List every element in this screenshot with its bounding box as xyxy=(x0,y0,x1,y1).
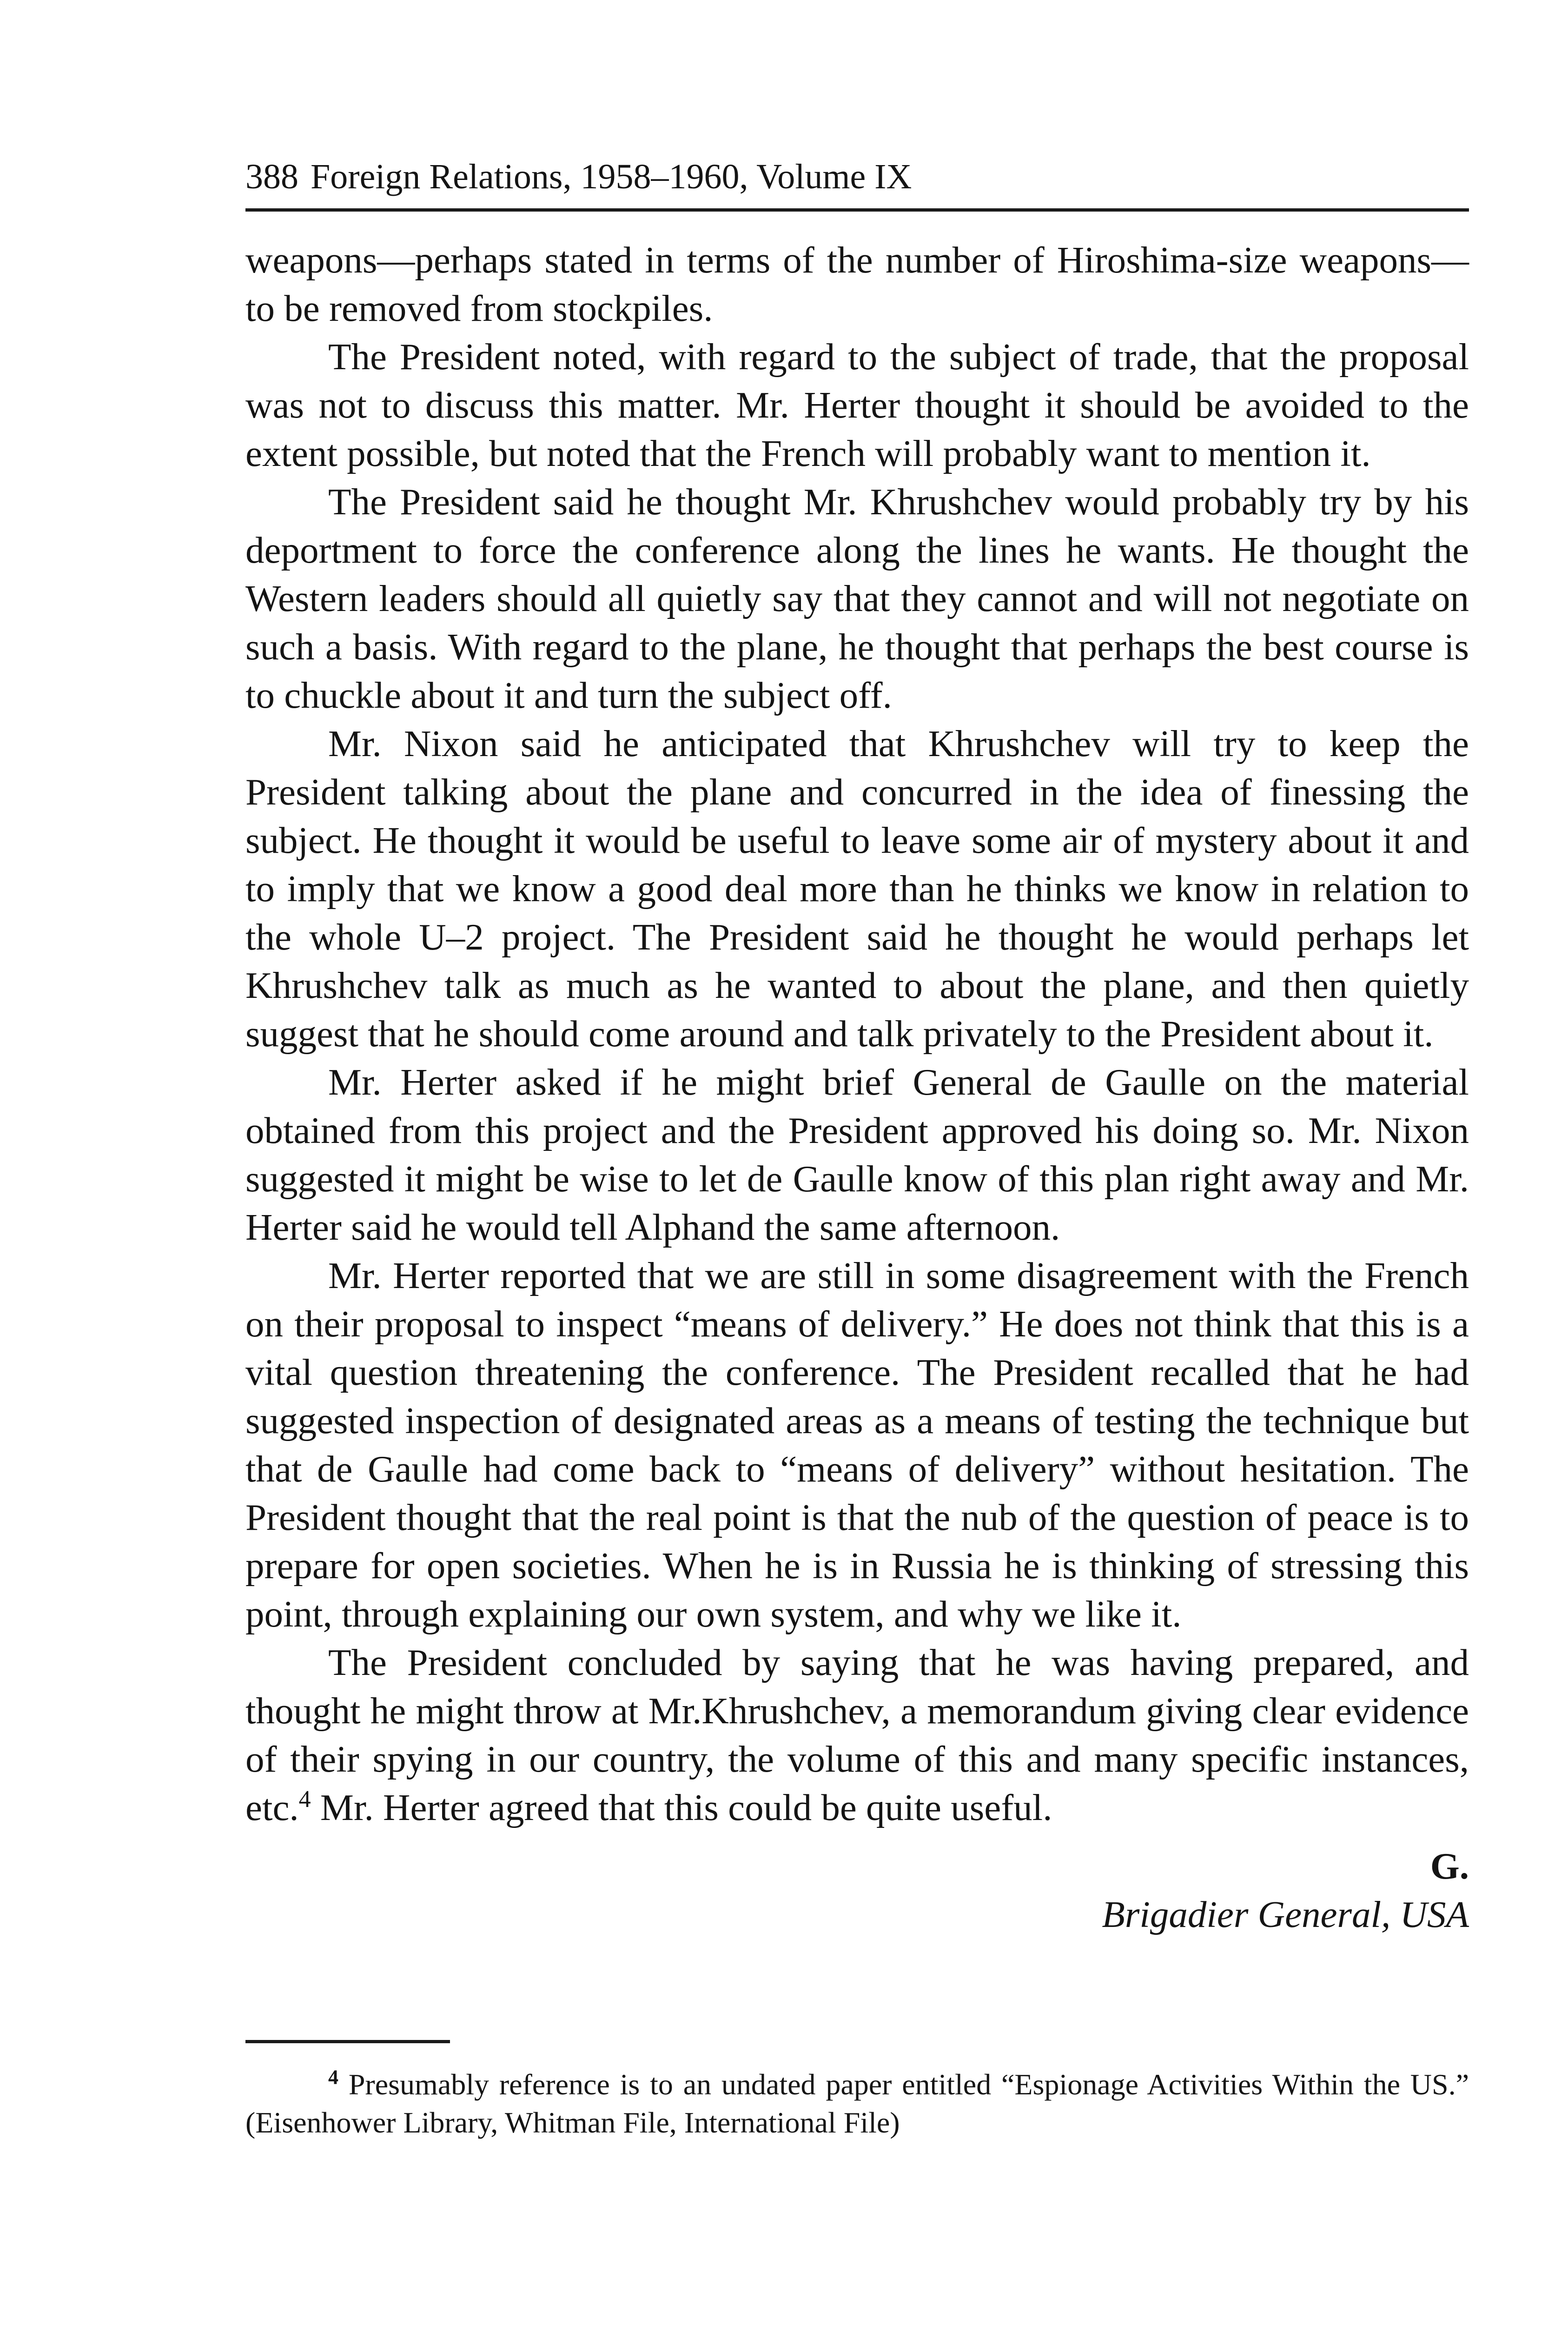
document-page xyxy=(245,153,1469,2142)
page-number: 388 xyxy=(245,157,298,196)
signature-title: Brigadier General, USA xyxy=(1102,1893,1469,1935)
paragraph-final-text-continued: Mr. Herter agreed that this could be quite useful. xyxy=(311,1787,1052,1828)
paragraph: Mr. Herter reported that we are still in some disagreement with the French on their proposal to inspect “means of delivery.” He does not think that this is a vital question threatening the conference. The President recalled that he had suggested inspection of designated areas as a means of testing the technique but that de Gaulle had come back to “means of delivery” without hesitation. The President thought that the real point is that the nub of the question of peace is to prepare for open societies. When he is in Russia he is thinking of stressing this point, through explaining our own system, and why we like it. xyxy=(245,1255,1469,1635)
paragraph-final xyxy=(245,1638,1469,1832)
footnote xyxy=(245,2066,1469,2142)
paragraph: Mr. Herter asked if he might brief General de Gaulle on the material obtained from this project and the President approved his doing so. Mr. Nixon suggested it might be wise to let de Gaulle know of this plan right away and Mr. Herter said he would tell Alphand the same afternoon. xyxy=(245,1061,1469,1248)
running-title: Foreign Relations, 1958–1960, Volume IX xyxy=(311,157,912,196)
footnote-divider xyxy=(245,2040,450,2043)
paragraph-continued: weapons—perhaps stated in terms of the number of Hiroshima-size weapons—to be removed from stockpiles. xyxy=(245,239,1469,329)
footnote-reference: 4 xyxy=(298,1786,311,1813)
paragraph-final-text: The President concluded by saying that he was having prepared, and thought he might throw at Mr.Khrushchev, a memorandum giving clear evidence of their spying in our country, the volume of this and many specific instances, etc. xyxy=(245,1641,1469,1828)
signature-initial: G. xyxy=(1430,1845,1469,1887)
paragraph: The President noted, with regard to the subject of trade, that the proposal was not to discuss this matter. Mr. Herter thought it should be avoided to the extent possible, but noted that the French will probably want to mention it. xyxy=(245,336,1469,474)
signature-block xyxy=(245,1842,1469,1939)
paragraph: The President said he thought Mr. Khrushchev would probably try by his deportment to force the conference along the lines he wants. He thought the Western leaders should all quietly say that they cannot and will not negotiate on such a basis. With regard to the plane, he thought that perhaps the best course is to chuckle about it and turn the subject off. xyxy=(245,481,1469,716)
footnote-number: 4 xyxy=(328,2066,338,2089)
body-text xyxy=(245,236,1469,1832)
running-head xyxy=(245,153,1469,212)
paragraph: Mr. Nixon said he anticipated that Khrushchev will try to keep the President talking about the plane and concurred in the idea of finessing the subject. He thought it would be useful to leave some air of mystery about it and to imply that we know a good deal more than he thinks we know in relation to the whole U–2 project. The President said he thought he would perhaps let Khrushchev talk as much as he wanted to about the plane, and then quietly suggest that he should come around and talk privately to the President about it. xyxy=(245,723,1469,1055)
footnote-text: Presumably reference is to an undated paper entitled “Espionage Activities Within the US.” (Eisenhower Library, Whitman File, International File) xyxy=(245,2068,1469,2139)
